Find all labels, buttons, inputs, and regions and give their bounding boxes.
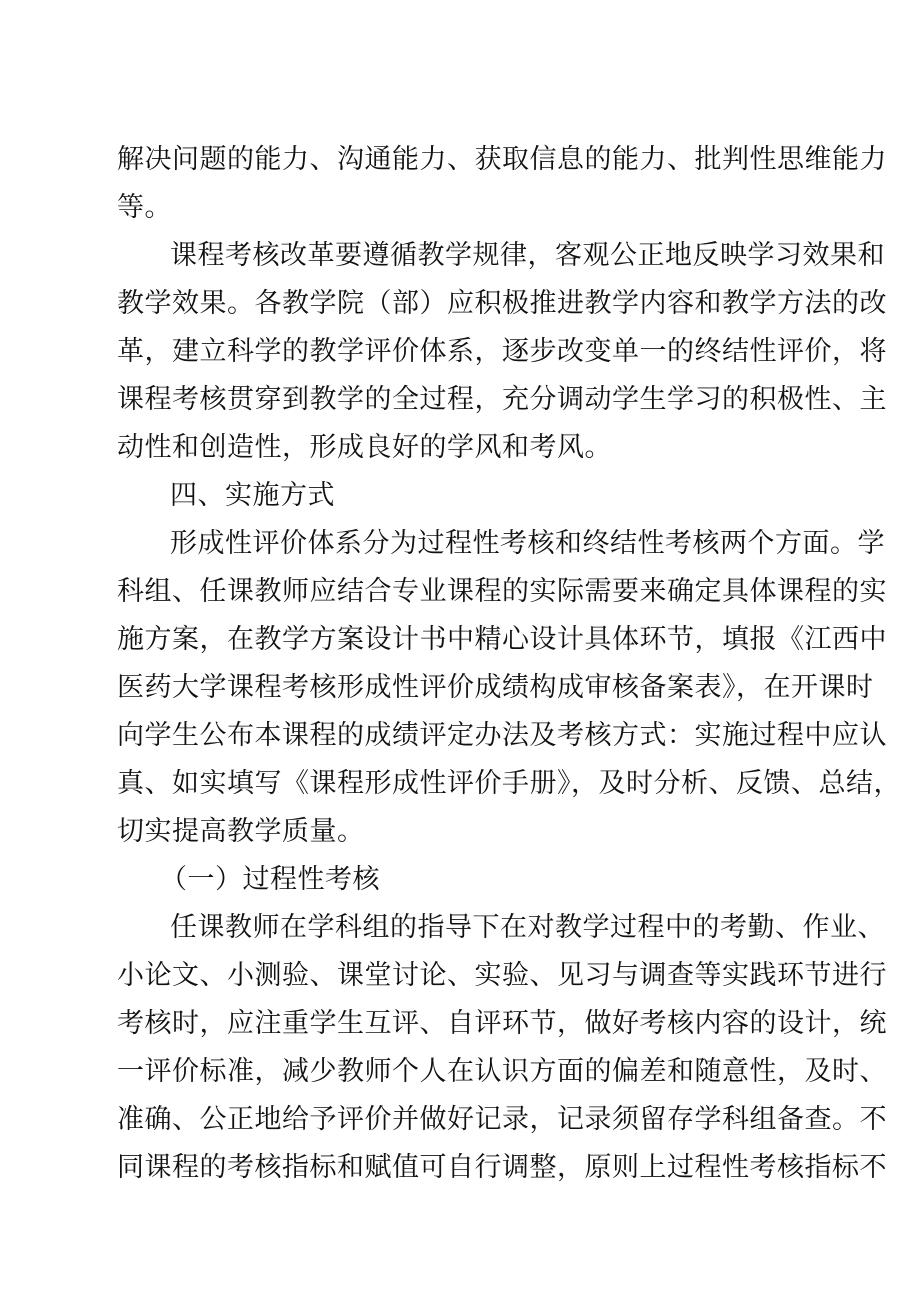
text-line: 小论文、小测验、课堂讨论、实验、见习与调查等实践环节进行 — [117, 960, 887, 991]
paragraph-start: 课程考核改革要遵循教学规律，客观公正地反映学习效果和 — [170, 240, 885, 271]
text-line: 施方案，在教学方案设计书中精心设计具体环节，填报《江西中 — [117, 624, 887, 655]
text-line: 考核时，应注重学生互评、自评环节，做好考核内容的设计，统 — [117, 1008, 887, 1039]
subsection-heading: （一）过程性考核 — [160, 864, 380, 895]
text-line: 一评价标准，减少教师个人在认识方面的偏差和随意性，及时、 — [117, 1056, 887, 1087]
text-line: 等。 — [117, 192, 172, 223]
text-line: 准确、公正地给予评价并做好记录，记录须留存学科组备查。不 — [117, 1104, 887, 1135]
text-line: 向学生公布本课程的成绩评定办法及考核方式：实施过程中应认 — [117, 720, 887, 751]
text-line: 教学效果。各教学院（部）应积极推进教学内容和教学方法的改 — [117, 288, 887, 319]
paragraph-start: 任课教师在学科组的指导下在对教学过程中的考勤、作业、 — [170, 912, 885, 943]
text-line: 真、如实填写《课程形成性评价手册》，及时分析、反馈、总结， — [117, 768, 901, 799]
section-heading: 四、实施方式 — [170, 480, 335, 511]
text-line: 同课程的考核指标和赋值可自行调整，原则上过程性考核指标不 — [117, 1152, 887, 1183]
text-line: 医药大学课程考核形成性评价成绩构成审核备案表》，在开课时 — [117, 672, 874, 703]
text-line: 革，建立科学的教学评价体系，逐步改变单一的终结性评价，将 — [117, 336, 887, 367]
text-line: 科组、任课教师应结合专业课程的实际需要来确定具体课程的实 — [117, 576, 887, 607]
paragraph-start: 形成性评价体系分为过程性考核和终结性考核两个方面。学 — [170, 528, 885, 559]
text-line: 课程考核贯穿到教学的全过程，充分调动学生学习的积极性、主 — [117, 384, 887, 415]
text-line: 动性和创造性，形成良好的学风和考风。 — [117, 432, 612, 463]
text-line: 切实提高教学质量。 — [117, 816, 365, 847]
text-line: 解决问题的能力、沟通能力、获取信息的能力、批判性思维能力 — [117, 144, 887, 175]
